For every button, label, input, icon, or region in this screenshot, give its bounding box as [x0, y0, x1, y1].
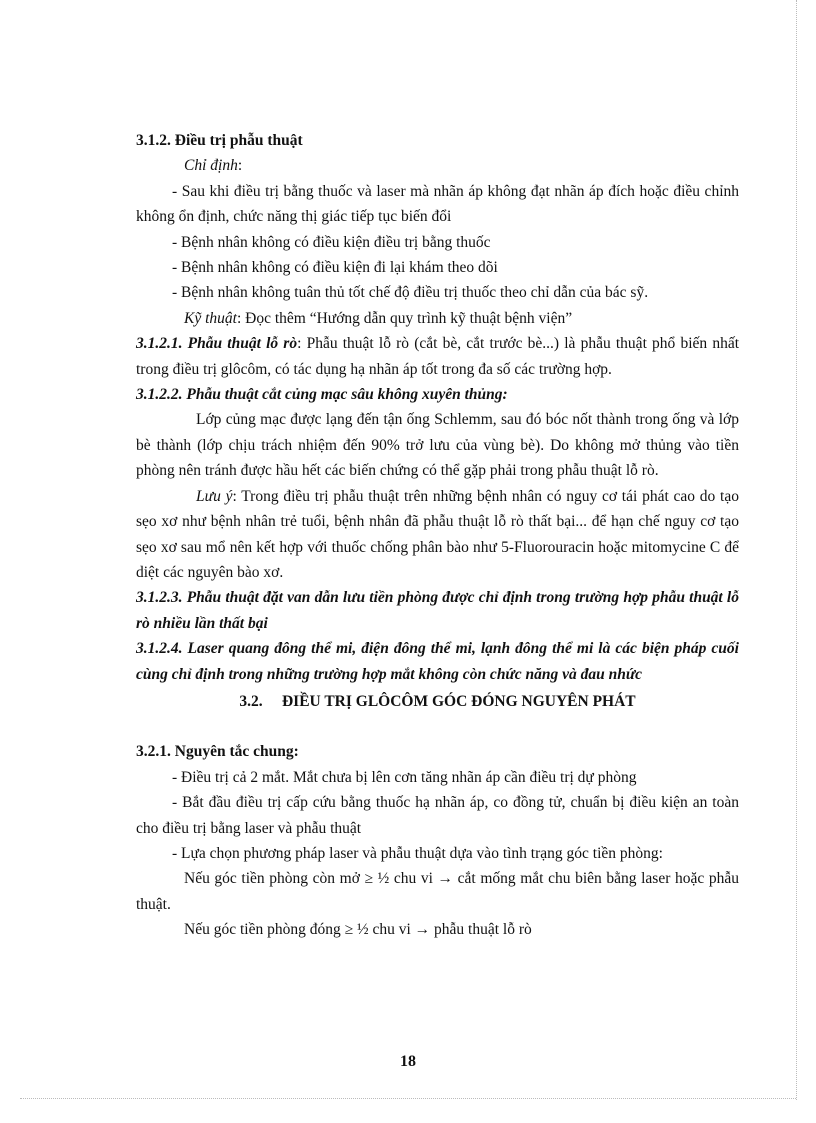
indication-label: Chỉ định: [184, 157, 238, 175]
section-paragraph-3-1-2-2: Lớp củng mạc được lạng đến tận ống Schlemm, sau đó bóc nốt thành trong ống và lớp bè thành (lớp chịu trách nhiệm đến 90% trở lưu của vùng bè). Do không mở thủng vào tiền phòng nên tránh được hầu hết các biến chứng có thể gặp phải trong phẫu thuật lỗ rò.: [136, 411, 739, 480]
page-content: [136, 128, 739, 943]
technique-text: : Đọc thêm “Hướng dẫn quy trình kỹ thuật bệnh viện”: [236, 309, 573, 327]
indication-colon: :: [237, 157, 243, 175]
indication-item: - Bệnh nhân không có điều kiện đi lại khám theo dõi: [172, 259, 498, 277]
section-text-3-1-2-1: : Phẫu thuật lỗ rò (cắt bè, cắt trước bè...) là phẫu thuật phổ biến nhất trong điều trị glôcôm, có tác dụng hạ nhãn áp tốt trong đa số các trường hợp.: [136, 335, 740, 378]
note-label: Lưu ý: [196, 487, 233, 505]
principle-item: - Bắt đầu điều trị cấp cứu bằng thuốc hạ nhãn áp, co đồng tử, chuẩn bị điều kiện an toàn cho điều trị bằng laser và phẫu thuật: [136, 794, 739, 837]
note-text: : Trong điều trị phẫu thuật trên những bệnh nhân có nguy cơ tái phát cao do tạo sẹo xơ như bệnh nhân trẻ tuổi, bệnh nhân đã phẫu thuật lỗ rò thất bại... để hạn chế nguy cơ tạo sẹo xơ sau mổ nên kết hợp với thuốc chống phân bào như 5-Fluorouracin hoặc mitomycine C để diệt các nguyên bào xơ.: [136, 487, 739, 581]
page-number: 18: [400, 1053, 416, 1070]
section-title-3-1-2-1: 3.1.2.1. Phẫu thuật lỗ rò: [136, 335, 298, 353]
technique-label: Kỹ thuật: [184, 309, 237, 327]
case-item: Nếu góc tiền phòng còn mở ≥ ½ chu vi → cắt mống mắt chu biên bằng laser hoặc phẫu thuật.: [136, 870, 739, 913]
case-item: Nếu góc tiền phòng đóng ≥ ½ chu vi → phẫu thuật lỗ rò: [184, 921, 532, 939]
page-border-right: [796, 0, 797, 1100]
section-3-1-2-1: [136, 331, 739, 382]
indication-line: [136, 153, 739, 178]
section-heading-3-2-1: 3.2.1. Nguyên tắc chung:: [136, 743, 299, 761]
principle-item: - Điều trị cả 2 mắt. Mắt chưa bị lên cơn tăng nhãn áp cần điều trị dự phòng: [172, 768, 637, 786]
indication-item: - Bệnh nhân không tuân thủ tốt chế độ điều trị thuốc theo chỉ dẫn của bác sỹ.: [172, 284, 649, 302]
page-border-bottom: [20, 1098, 796, 1099]
indication-item: - Sau khi điều trị bằng thuốc và laser mà nhãn áp không đạt nhãn áp đích hoặc điều chỉnh không ổn định, chức năng thị giác tiếp tục biến đổi: [136, 182, 739, 226]
section-heading-3-2: 3.2. ĐIỀU TRỊ GLÔCÔM GÓC ĐÓNG NGUYÊN PHÁT: [239, 692, 636, 710]
section-title-3-1-2-2: 3.1.2.2. Phẫu thuật cắt củng mạc sâu không xuyên thủng:: [136, 386, 508, 404]
section-title-3-1-2-4: 3.1.2.4. Laser quang đông thể mi, điện đông thể mi, lạnh đông thể mi là các biện pháp cuối cùng chỉ định trong những trường hợp mắt không còn chức năng và đau nhức: [136, 640, 739, 683]
section-heading-3-1-2: 3.1.2. Điều trị phẫu thuật: [136, 132, 303, 149]
section-title-3-1-2-3: 3.1.2.3. Phẫu thuật đặt van dẫn lưu tiền phòng được chỉ định trong trường hợp phẫu thuật lỗ rò nhiều lần thất bại: [136, 589, 739, 632]
note-paragraph: [136, 484, 739, 586]
technique-line: [136, 306, 739, 331]
indication-item: - Bệnh nhân không có điều kiện điều trị bằng thuốc: [172, 233, 491, 251]
principle-item: - Lựa chọn phương pháp laser và phẫu thuật dựa vào tình trạng góc tiền phòng:: [172, 844, 663, 862]
